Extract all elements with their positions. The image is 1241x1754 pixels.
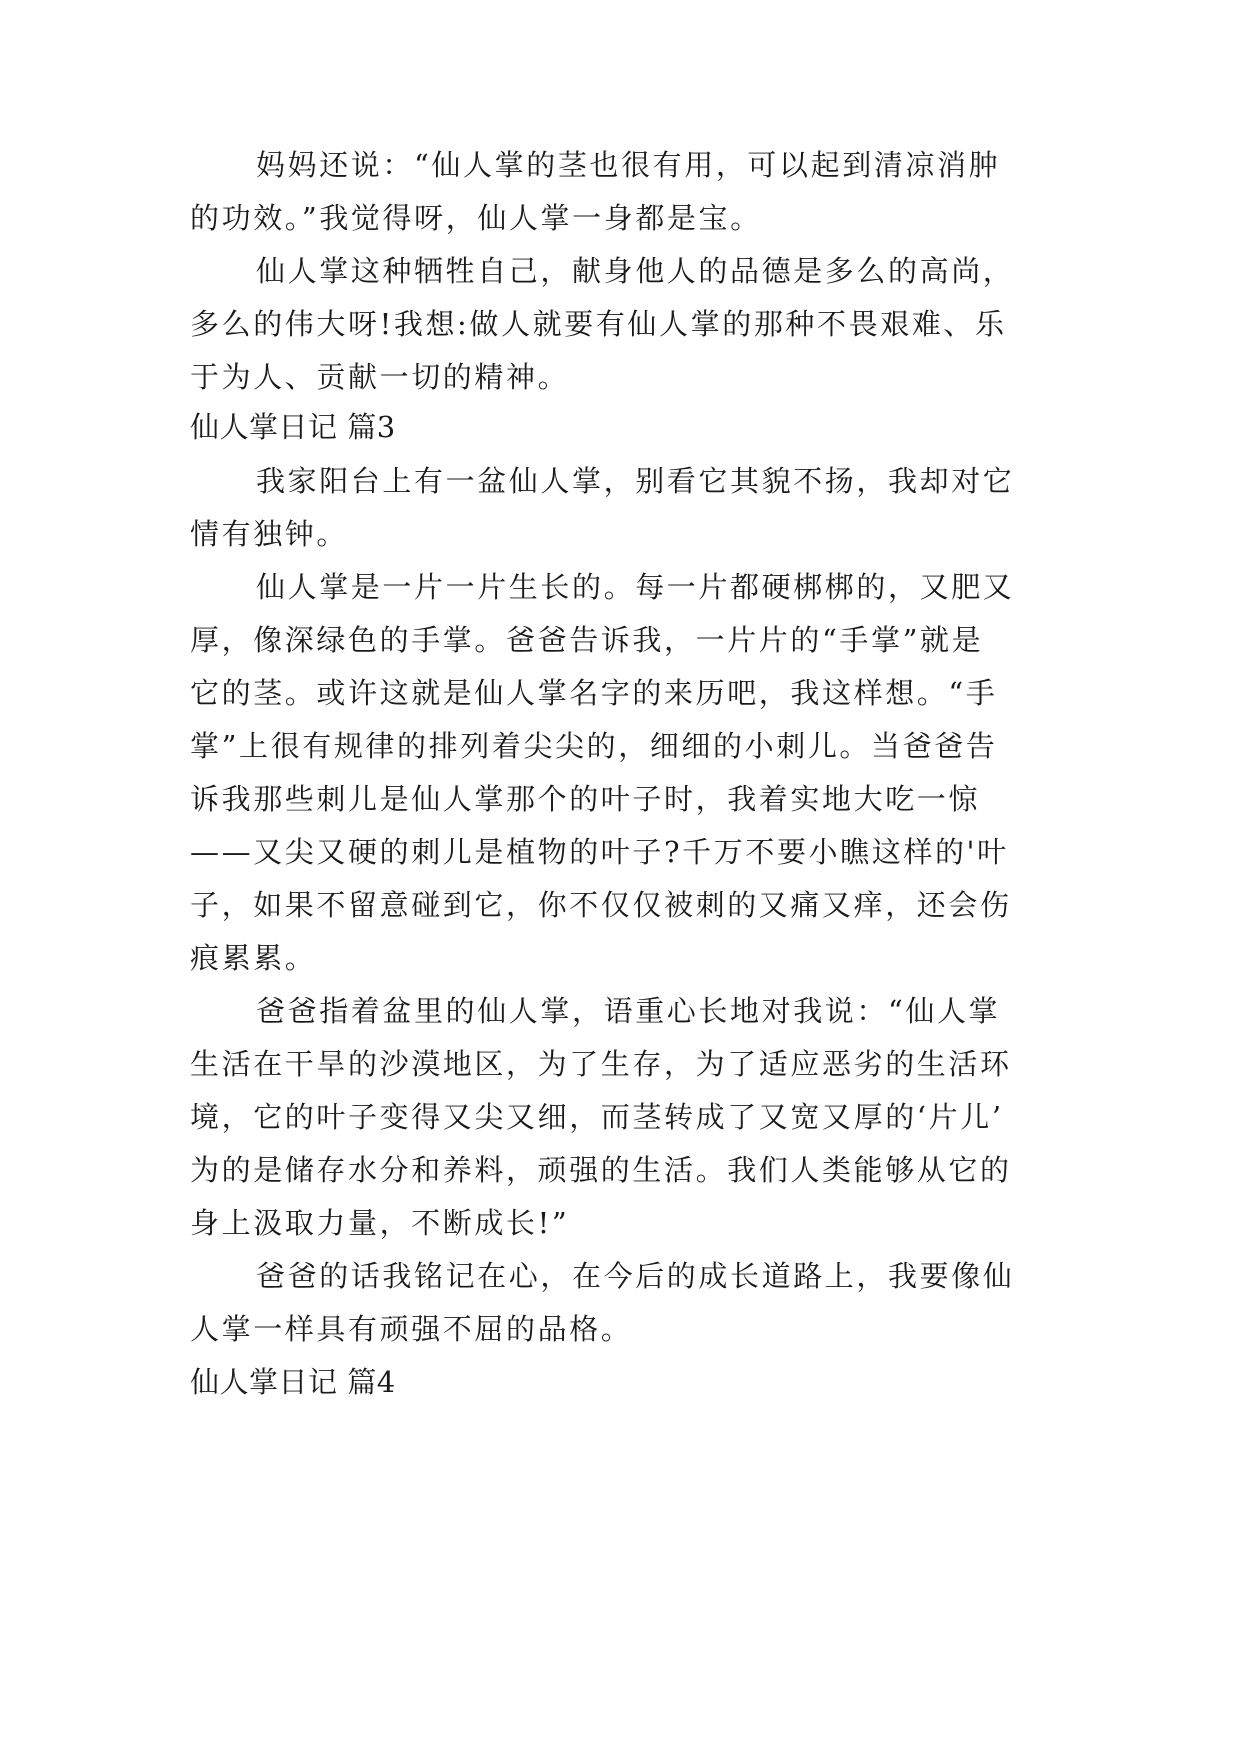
paragraph-line: 仙人掌这种牺牲自己，献身他人的品德是多么的高尚， (256, 254, 1015, 288)
paragraph-line: 子，如果不留意碰到它，你不仅仅被刺的又痛又痒，还会伤 (190, 888, 1012, 922)
paragraph-line: 人掌一样具有顽强不屈的品格。 (190, 1312, 633, 1346)
paragraph-line: 它的茎。或许这就是仙人掌名字的来历吧，我这样想。“手 (190, 676, 998, 710)
paragraph-line: 的功效。”我觉得呀，仙人掌一身都是宝。 (190, 201, 762, 235)
paragraph-line: 为的是储存水分和养料，顽强的生活。我们人类能够从它的 (190, 1153, 1012, 1187)
paragraph-line: ——又尖又硬的刺儿是植物的叶子?千万不要小瞧这样的'叶 (190, 835, 1009, 869)
paragraph-line: 爸爸指着盆里的仙人掌，语重心长地对我说：“仙人掌 (256, 994, 1001, 1028)
paragraph-line: 生活在干旱的沙漠地区，为了生存，为了适应恶劣的生活环 (190, 1047, 1012, 1081)
paragraph-line: 我家阳台上有一盆仙人掌，别看它其貌不扬，我却对它 (256, 464, 1015, 498)
paragraph-line: 于为人、贡献一切的精神。 (190, 360, 570, 394)
paragraph-line: 身上汲取力量，不断成长!” (190, 1206, 570, 1240)
paragraph-line: 掌”上很有规律的排列着尖尖的，细细的小刺儿。当爸爸告 (190, 729, 998, 763)
paragraph-line: 情有独钟。 (190, 517, 349, 551)
section-heading: 仙人掌日记 篇3 (190, 410, 396, 444)
paragraph-line: 诉我那些刺儿是仙人掌那个的叶子时，我着实地大吃一惊 (190, 782, 981, 816)
paragraph-line: 境，它的叶子变得又尖又细，而茎转成了又宽又厚的‘片儿’ (190, 1100, 1004, 1134)
paragraph-line: 仙人掌是一片一片生长的。每一片都硬梆梆的，又肥又 (256, 570, 1015, 604)
paragraph-line: 痕累累。 (190, 941, 317, 975)
paragraph-line: 多么的伟大呀!我想:做人就要有仙人掌的那种不畏艰难、乐 (190, 307, 1007, 341)
paragraph-line: 妈妈还说：“仙人掌的茎也很有用，可以起到清凉消肿 (256, 148, 1001, 182)
paragraph-line: 爸爸的话我铭记在心，在今后的成长道路上，我要像仙 (256, 1259, 1015, 1293)
section-heading: 仙人掌日记 篇4 (190, 1365, 396, 1399)
paragraph-line: 厚，像深绿色的手掌。爸爸告诉我，一片片的“手掌”就是 (190, 623, 984, 657)
